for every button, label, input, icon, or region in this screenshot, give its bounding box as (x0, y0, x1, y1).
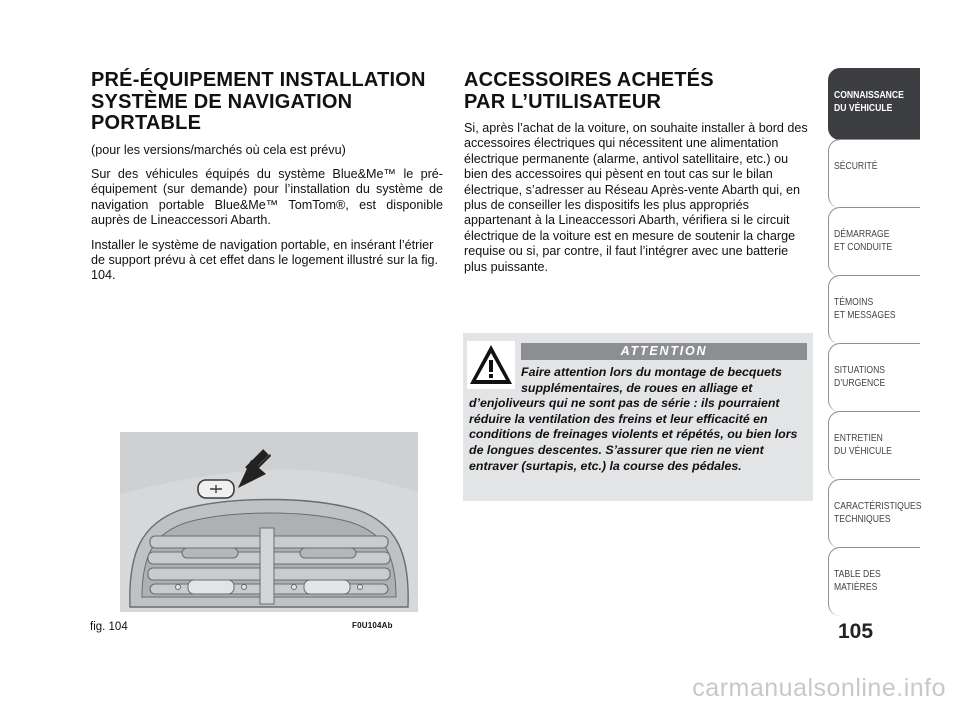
tab-caracteristiques-techniques[interactable]: CARACTÉRISTIQUES TECHNIQUES (828, 479, 920, 548)
page-number: 105 (838, 620, 874, 643)
attention-text: Faire attention lors du montage de becquets supplémentaires, de roues en alliage et d’enjoliveurs qui ne sont pas de série : ils pourraient réduire la ventilation des freins et leur efficacité en conditions de freinages violents et répétés, ou bien lors de longues descentes. S’assurer que rien ne vient entraver (surtapis, etc.) la course des pédales. (469, 365, 798, 473)
left-column (91, 70, 443, 293)
tab-connaissance-du-vehicule[interactable]: CONNAISSANCE DU VÉHICULE (828, 68, 920, 140)
tab-table-des-matieres[interactable]: TABLE DES MATIÈRES (828, 547, 920, 616)
paragraph-accessories: Si, après l’achat de la voiture, on souhaite installer à bord des accessoires électriques qui nécessitent une alimentation électrique permanente (alarme, antivol satellitaire, etc.) ou bien des accessoires qui pèsent en tout cas sur le bilan électrique, s’adresser au Réseau Après-vente Abarth qui, en plus de conseiller les dispositifs les plus appropriés appartenant à la Lineaccessori Abarth, vérifiera si le circuit électrique de la voiture est en mesure de soutenir la charge requise ou si, par contre, il faut l’intégrer avec une batterie plus puissante. (464, 121, 808, 274)
tab-demarrage-et-conduite[interactable]: DÉMARRAGE ET CONDUITE (828, 207, 920, 276)
right-column (464, 70, 814, 284)
figure-code: F0U104Ab (352, 621, 393, 630)
section-heading-accessories: ACCESSOIRES ACHETÉS PAR L’UTILISATEUR (464, 69, 714, 113)
paragraph-preequipment: Sur des véhicules équipés du système Blue&Me™ le pré-équipement (sur demande) pour l’installation du système de navigation portable Blue&Me™ TomTom®, est disponible auprès de Lineaccessori Abarth. (91, 166, 443, 228)
availability-note: (pour les versions/marchés où cela est prévu) (91, 142, 346, 157)
section-heading-navigation: PRÉ-ÉQUIPEMENT INSTALLATION SYSTÈME DE NAVIGATION PORTABLE (91, 69, 426, 134)
attention-label: ATTENTION (521, 343, 807, 360)
dashboard-vent-illustration (120, 432, 418, 612)
tab-securite[interactable]: SÉCURITÉ (828, 139, 920, 208)
figure-caption: fig. 104 (90, 621, 128, 633)
tab-entretien-du-vehicule[interactable]: ENTRETIEN DU VÉHICULE (828, 411, 920, 480)
chapter-sidebar (828, 68, 920, 616)
watermark: carmanualsonline.info (692, 674, 946, 702)
attention-box (463, 333, 813, 501)
tab-situations-durgence[interactable]: SITUATIONS D’URGENCE (828, 343, 920, 412)
tab-temoins-et-messages[interactable]: TÉMOINS ET MESSAGES (828, 275, 920, 344)
paragraph-install: Installer le système de navigation portable, en insérant l’étrier de support prévu à cet effet dans le logement illustré sur la fig. 104. (91, 237, 438, 283)
